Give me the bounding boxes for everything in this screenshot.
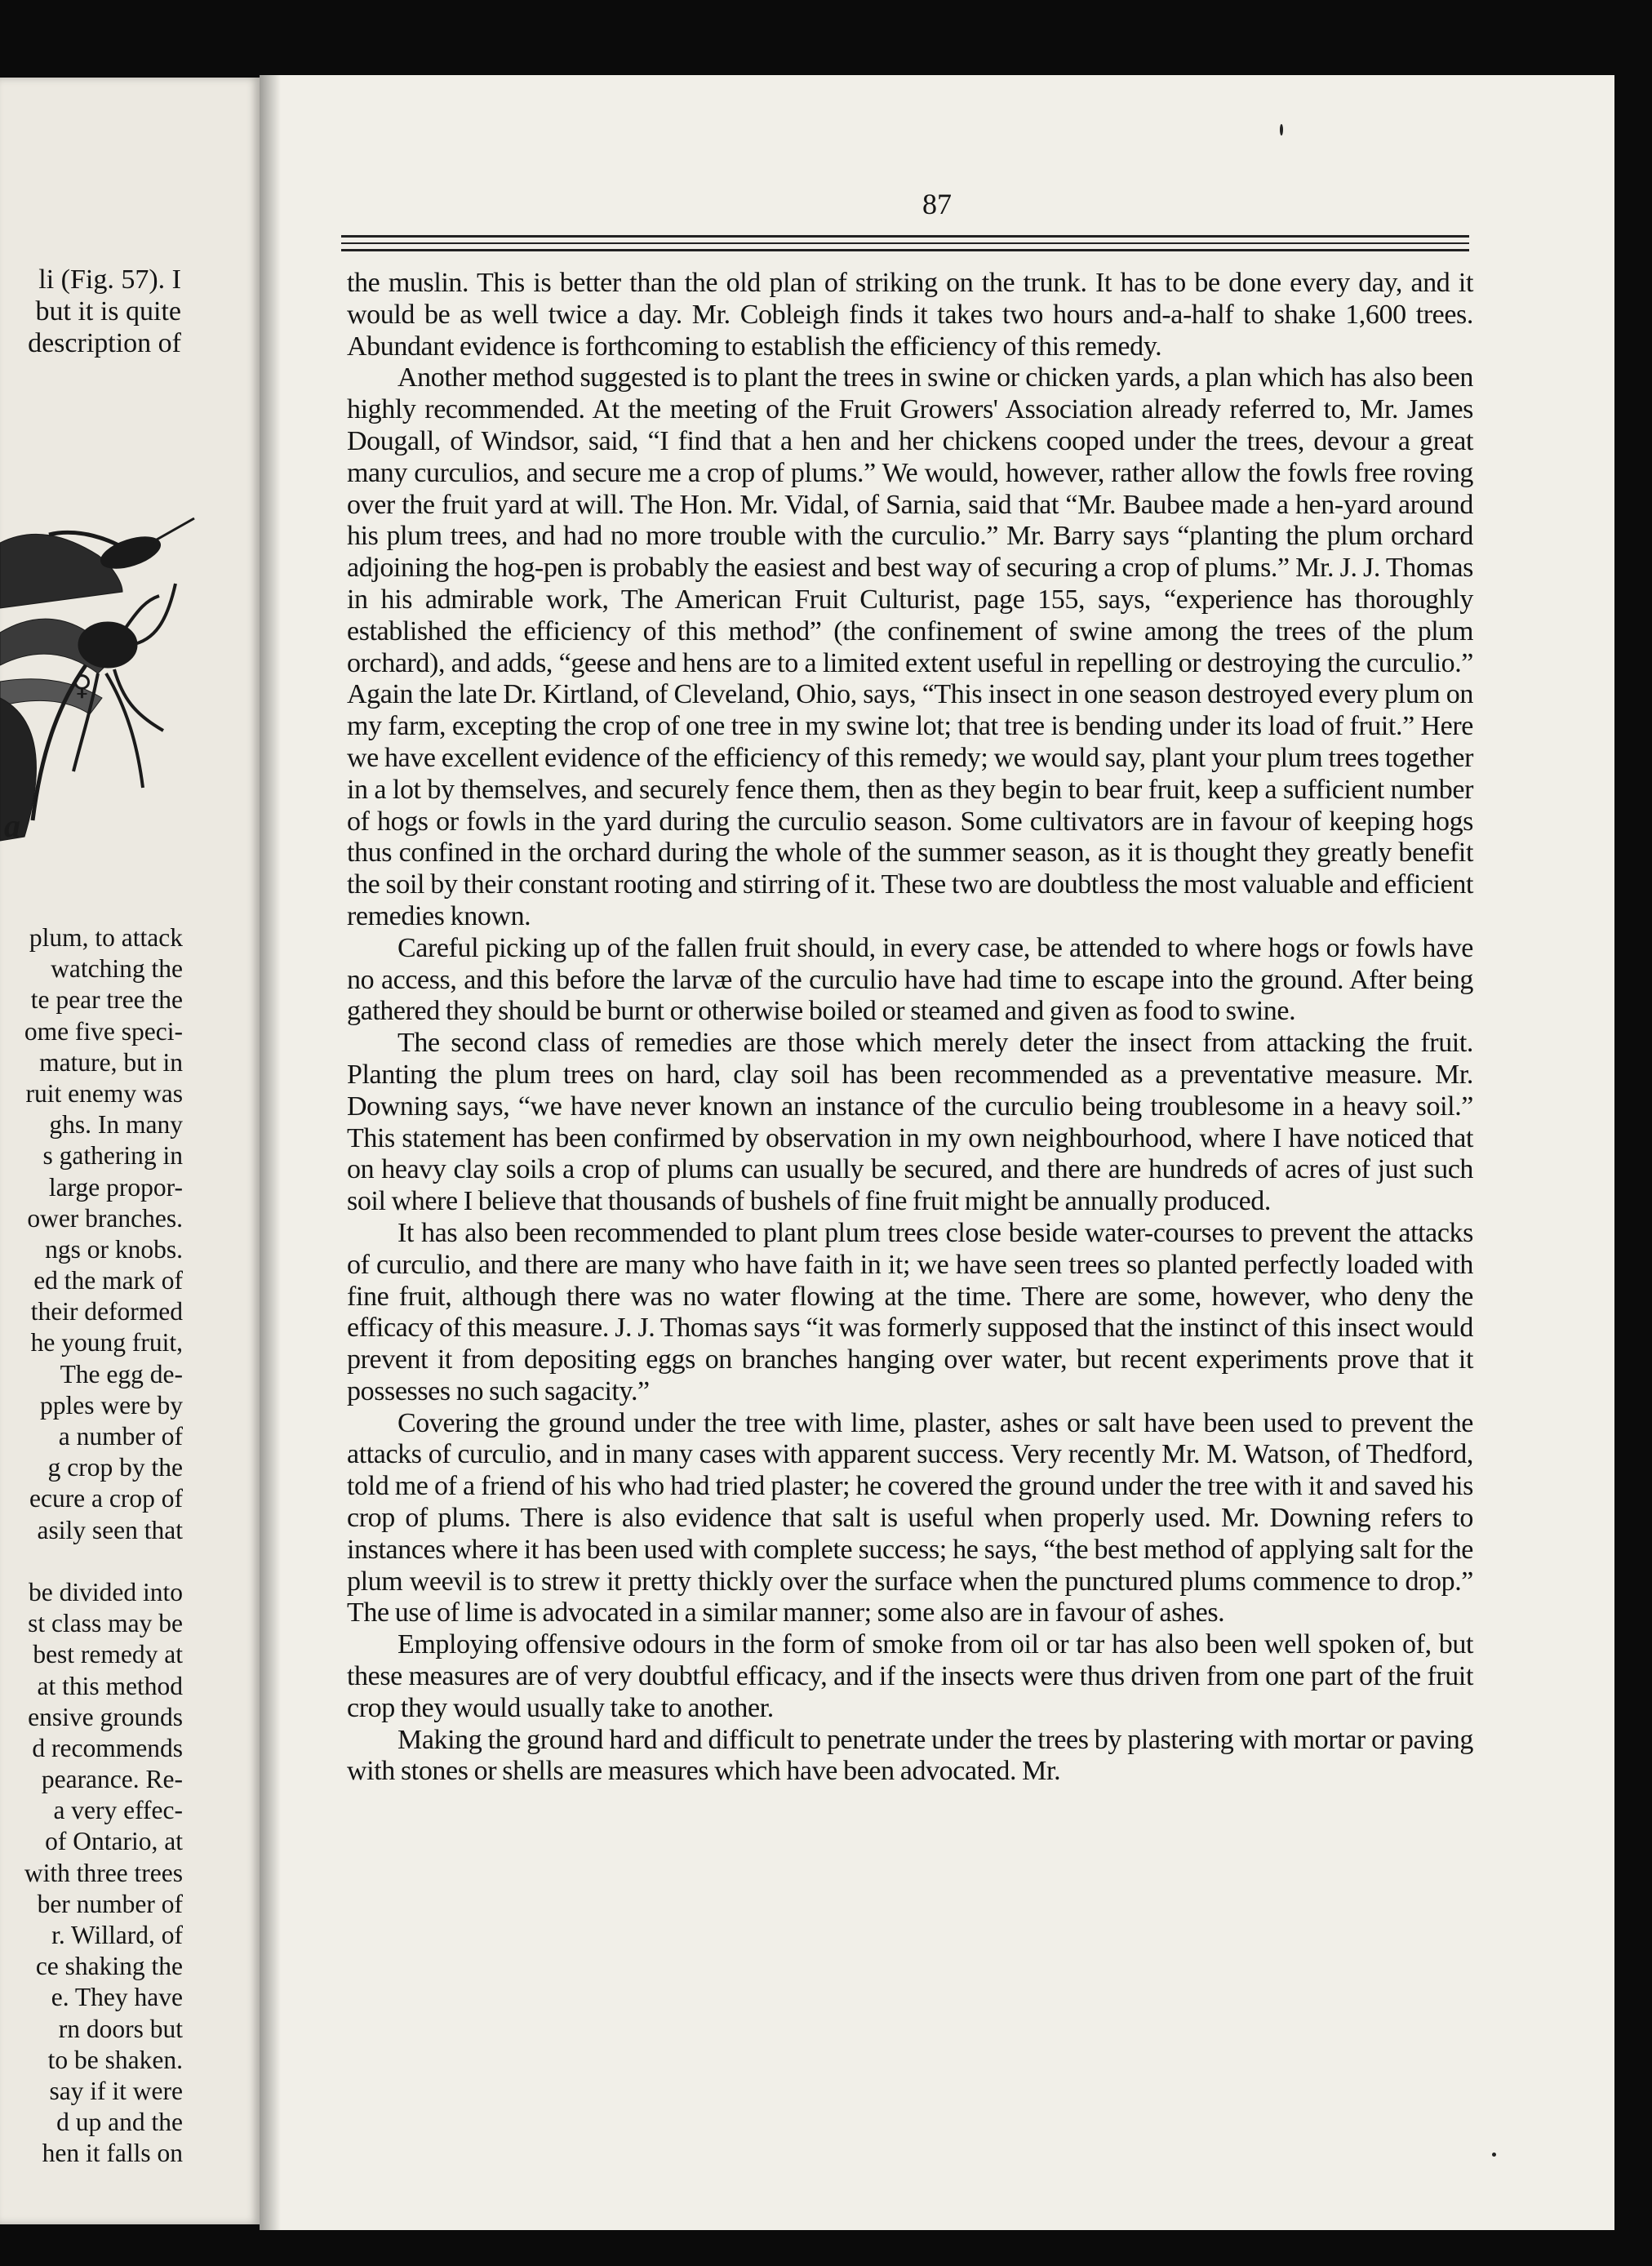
paragraph: Careful picking up of the fallen fruit should, in every case, be attended to where hogs or fowls have no access, and this before the larvæ of the curculio have had time to escape into the ground. After being gathered they should be burnt or otherwise boiled or steamed and given as food to swine. [347, 932, 1473, 1027]
paragraph: Another method suggested is to plant the trees in swine or chicken yards, a plan which has also been highly recommended. At the meeting of the Fruit Growers' Association already referred to, Mr. James Dougall, of Windsor, said, “I find that a hen and her chickens cooped under the trees, devour a great many curculios, and secure me a crop of plums.” We would, however, rather allow the fowls free roving over the fruit yard at will. The Hon. Mr. Vidal, of Sarnia, said that “Mr. Baubee made a hen-yard around his plum trees, and had no more trouble with the curculio.” Mr. Barry says “planting the plum orchard adjoining the hog-pen is probably the easiest and best way of securing a crop of plums.” Mr. J. J. Thomas in his admirable work, The American Fruit Culturist, page 155, says, “experience has thoroughly established the efficiency of this method” (the confinement of swine among the trees of the plum orchard), and adds, “geese and hens are to a limited extent useful in repelling or destroying the curculio.” Again the late Dr. Kirtland, of Cleveland, Ohio, says, “This insect in one season destroyed every plum on my farm, excepting the crop of one tree in my swine lot; that tree is bending under its load of fruit.” Here we have excellent evidence of the efficiency of this remedy; we would say, plant your plum trees together in a lot by themselves, and securely fence them, then as they begin to bear fruit, keep a sufficient number of hogs or fowls in the yard during the curculio season. Some cultivators are in favour of keeping hogs thus confined in the orchard during the whole of the summer season, as it is thought they greatly benefit the soil by their constant rooting and stirring of it. These two are doubtless the most valuable and efficient remedies known. [347, 362, 1473, 931]
left-body-line: large propor- [48, 1172, 183, 1202]
left-body-line: ruit enemy was [25, 1078, 183, 1108]
left-body-line: ecure a crop of [29, 1484, 183, 1513]
left-caption-line: li (Fig. 57). I [38, 264, 181, 295]
left-body-line: ome five speci- [24, 1016, 183, 1046]
right-page [260, 75, 1614, 2230]
left-body-line: ce shaking the [35, 1952, 183, 1981]
paragraph: Making the ground hard and difficult to penetrate under the trees by plastering with mortar or paving with stones or shells are measures which have been advocated. Mr. [347, 1724, 1473, 1787]
paragraph: Covering the ground under the tree with lime, plaster, ashes or salt have been used to prevent the attacks of curculio, and in many cases with apparent success. Very recently Mr. M. Watson, of Thedford, told me of a friend of his who had tried plaster; he covered the ground under the tree with it and saved his crop of plums. There is also evidence that salt is useful when properly used. Mr. Downing refers to instances where it has been used with complete success; he says, “the best method of applying salt for the plum weevil is to strew it pretty thickly over the surface when the punctured plums commence to drop.” The use of lime is advocated in a similar manner; some also are in favour of ashes. [347, 1407, 1473, 1628]
paragraph: It has also been recommended to plant plum trees close beside water-courses to prevent the attacks of curculio, and there are many who have faith in it; we have seen trees so planted perfectly loaded with fine fruit, although there was no water flowing at the time. There are some, however, who deny the efficacy of this measure. J. J. Thomas says “it was formerly supposed that the instinct of this insect would prevent it from depositing eggs on branches hanging over water, but recent experiments prove that it possesses no such sagacity.” [347, 1217, 1473, 1406]
left-body-line: asily seen that [37, 1515, 183, 1544]
left-body-line: ghs. In many [49, 1110, 183, 1140]
left-body-line: rn doors but [58, 2014, 183, 2043]
header-rule [341, 235, 1469, 238]
left-body-line: plum, to attack [29, 923, 183, 952]
scan-speck [1492, 2153, 1496, 2157]
left-body-line: ensive grounds [28, 1702, 183, 1731]
left-body-line: a number of [58, 1422, 183, 1451]
insect-figure [0, 510, 196, 853]
left-body-line: pearance. Re- [41, 1765, 183, 1794]
left-body-line: d up and the [56, 2108, 183, 2137]
left-page [0, 78, 260, 2224]
left-body-line: he young fruit, [30, 1328, 183, 1357]
left-body-line: st class may be [28, 1609, 183, 1638]
left-body-line: d recommends [32, 1733, 183, 1762]
figure-letter: a [4, 807, 20, 844]
header-rule [341, 249, 1469, 251]
figure-sex-symbol: ♀ [72, 669, 92, 702]
left-body-line: ed the mark of [33, 1266, 183, 1295]
left-body-line: The egg de- [60, 1359, 183, 1388]
header-rule [341, 242, 1469, 244]
left-body-line: te pear tree the [30, 985, 183, 1015]
left-body-line: ngs or knobs. [45, 1234, 183, 1264]
left-body-line: watching the [51, 954, 183, 984]
left-body-text [0, 922, 183, 2170]
left-caption-line: description of [28, 328, 181, 358]
left-body-line: best remedy at [33, 1640, 183, 1669]
left-body-line: g crop by the [47, 1453, 183, 1482]
paragraph: Employing offensive odours in the form of smoke from oil or tar has also been well spoken of, but these measures are of very doubtful efficacy, and if the insects were thus driven from one part of the fruit crop they would usually take to another. [347, 1629, 1473, 1723]
left-body-line: s gathering in [42, 1141, 183, 1171]
left-body-line: r. Willard, of [51, 1921, 183, 1949]
left-body-line: ber number of [37, 1889, 183, 1918]
left-body-line: hen it falls on [42, 2139, 183, 2168]
left-body-line: of Ontario, at [45, 1827, 183, 1856]
main-text [347, 268, 1473, 1788]
left-body-line: ower branches. [27, 1203, 183, 1233]
page-gutter-shadow [260, 75, 281, 2230]
paragraph: The second class of remedies are those which merely deter the insect from attacking the fruit. Planting the plum trees on hard, clay soil has been recommended as a preventative measure. Mr. Downing says, “we have never known an instance of the curculio being troublesome in a heavy soil.” This statement has been confirmed by observation in my own neighbourhood, where I have noticed that on heavy clay soils a crop of plums can usually be secured, and there are hundreds of acres of just such soil where I believe that thousands of bushels of fine fruit might be annually produced. [347, 1028, 1473, 1217]
left-body-line: mature, but in [39, 1047, 183, 1077]
left-body-line: with three trees [24, 1858, 183, 1887]
left-body-line: to be shaken. [47, 2045, 183, 2074]
left-body-line: pples were by [40, 1390, 183, 1420]
left-body-gap [0, 1546, 183, 1577]
scan-speck [1280, 124, 1283, 136]
left-body-line: a very effec- [53, 1796, 183, 1825]
left-body-line: at this method [37, 1671, 183, 1700]
left-caption-line: but it is quite [35, 296, 181, 327]
paragraph: the muslin. This is better than the old plan of striking on the trunk. It has to be done every day, and it would be as well twice a day. Mr. Cobleigh finds it takes two hours and-a-half to shake 1,600 trees. Abundant evidence is forthcoming to establish the efficiency of this remedy. [347, 268, 1473, 362]
curculio-illustration-icon [0, 510, 196, 853]
left-body-line: say if it were [49, 2076, 183, 2105]
left-caption [0, 264, 181, 359]
left-body-line: their deformed [30, 1297, 183, 1326]
left-body-line: e. They have [51, 1983, 183, 2012]
left-body-line: be divided into [29, 1577, 183, 1606]
page-number: 87 [922, 188, 952, 220]
